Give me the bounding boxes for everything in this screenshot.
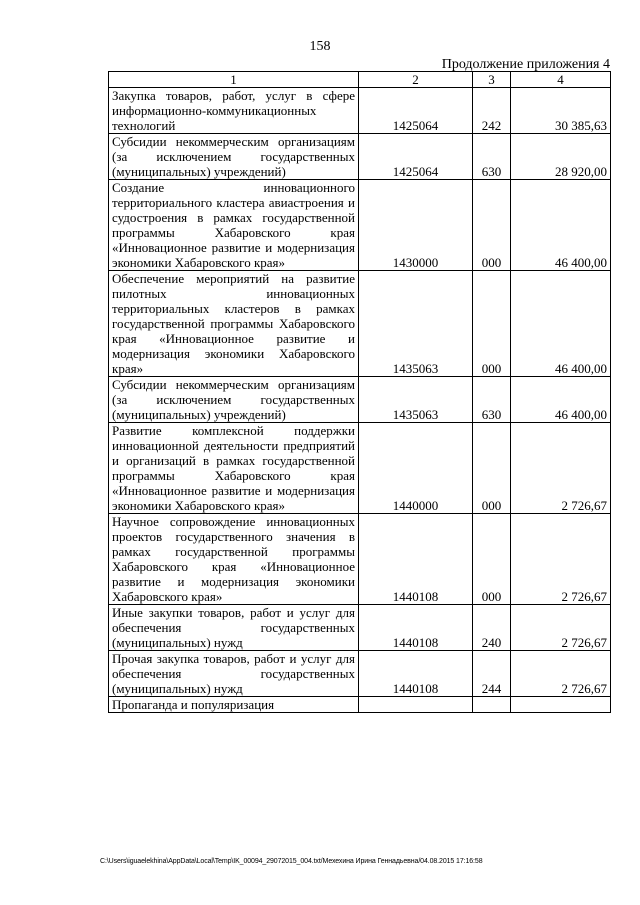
row-code: 1440108 <box>359 514 473 605</box>
row-sum: 28 920,00 <box>511 134 611 180</box>
table-row <box>109 134 611 180</box>
row-code: 1440000 <box>359 423 473 514</box>
row-name: Пропаганда и популяризация <box>109 697 359 713</box>
row-kind <box>473 697 511 713</box>
row-kind: 630 <box>473 134 511 180</box>
row-name: Иные закупки товаров, работ и услуг для обеспечения государственных (муниципальных) нужд <box>109 605 359 651</box>
row-name: Научное сопровождение инновационных проектов государственного значения в рамках государственной программы Хабаровского края «Инновационное развитие и модернизация экономики Хабаровского края» <box>109 514 359 605</box>
row-name: Субсидии некоммерческим организациям (за исключением государственных (муниципальных) учреждений) <box>109 134 359 180</box>
row-code <box>359 697 473 713</box>
table-row <box>109 88 611 134</box>
row-code: 1435063 <box>359 377 473 423</box>
continuation-note: Продолжение приложения 4 <box>441 57 610 72</box>
row-name: Закупка товаров, работ, услуг в сфере информационно-коммуникационных технологий <box>109 88 359 134</box>
budget-table <box>108 71 611 713</box>
row-sum: 46 400,00 <box>511 377 611 423</box>
row-code: 1435063 <box>359 271 473 377</box>
column-header-2: 2 <box>359 72 473 88</box>
row-sum: 46 400,00 <box>511 180 611 271</box>
row-code: 1430000 <box>359 180 473 271</box>
row-sum <box>511 697 611 713</box>
page-number: 158 <box>309 39 331 54</box>
row-sum: 2 726,67 <box>511 651 611 697</box>
file-path-footer: C:\Users\iguaelekhina\AppData\Local\Temp\IK_00094_29072015_004.txt/Мехехина Ирина Геннадьевна/04.08.2015 17:16:58 <box>100 858 483 865</box>
row-code: 1440108 <box>359 651 473 697</box>
row-code: 1425064 <box>359 88 473 134</box>
table-row <box>109 605 611 651</box>
table-row <box>109 697 611 713</box>
row-kind: 000 <box>473 271 511 377</box>
row-name: Прочая закупка товаров, работ и услуг для обеспечения государственных (муниципальных) нужд <box>109 651 359 697</box>
column-header-4: 4 <box>511 72 611 88</box>
table-row <box>109 271 611 377</box>
row-kind: 244 <box>473 651 511 697</box>
row-sum: 2 726,67 <box>511 605 611 651</box>
row-sum: 30 385,63 <box>511 88 611 134</box>
table-row <box>109 377 611 423</box>
column-header-1: 1 <box>109 72 359 88</box>
column-header-3: 3 <box>473 72 511 88</box>
row-kind: 000 <box>473 514 511 605</box>
row-name: Обеспечение мероприятий на развитие пилотных инновационных территориальных кластеров в рамках государственной программы Хабаровского края «Инновационное развитие и модернизация экономики Хабаровского края» <box>109 271 359 377</box>
row-kind: 000 <box>473 180 511 271</box>
row-kind: 630 <box>473 377 511 423</box>
row-name: Развитие комплексной поддержки инновационной деятельности предприятий и организаций в рамках государственной программы Хабаровского края «Инновационное развитие и модернизация экономики Хабаровского края» <box>109 423 359 514</box>
row-code: 1425064 <box>359 134 473 180</box>
row-sum: 2 726,67 <box>511 514 611 605</box>
table-row <box>109 651 611 697</box>
row-kind: 242 <box>473 88 511 134</box>
row-kind: 000 <box>473 423 511 514</box>
table-row <box>109 423 611 514</box>
row-kind: 240 <box>473 605 511 651</box>
row-code: 1440108 <box>359 605 473 651</box>
row-name: Создание инновационного территориального кластера авиастроения и судостроения в рамках государственной программы Хабаровского края «Инновационное развитие и модернизация экономики Хабаровского края» <box>109 180 359 271</box>
table-header-row <box>109 72 611 88</box>
row-sum: 2 726,67 <box>511 423 611 514</box>
table-row <box>109 180 611 271</box>
table-row <box>109 514 611 605</box>
row-sum: 46 400,00 <box>511 271 611 377</box>
row-name: Субсидии некоммерческим организациям (за исключением государственных (муниципальных) учреждений) <box>109 377 359 423</box>
